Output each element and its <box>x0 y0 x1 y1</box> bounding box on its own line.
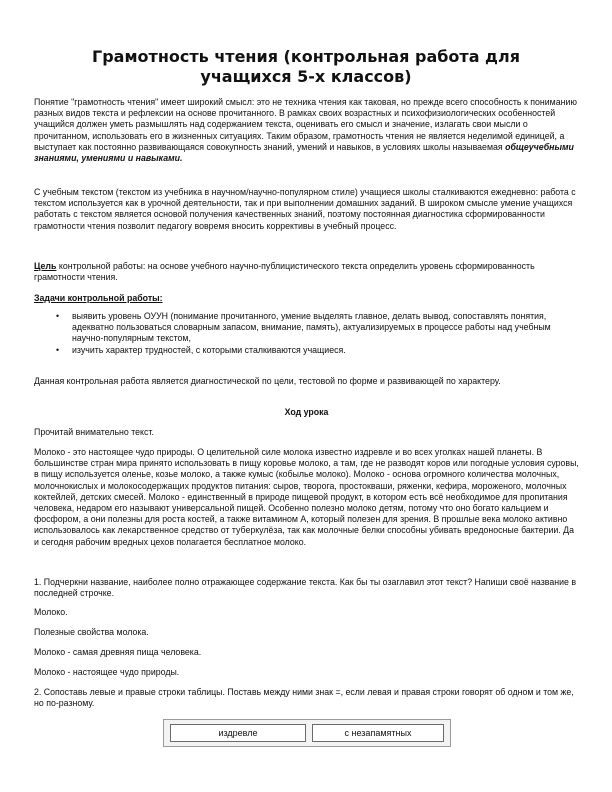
table-cell-right: с незапамятных <box>312 724 444 742</box>
lesson-heading: Ход урока <box>284 407 329 417</box>
matching-table <box>163 719 451 747</box>
question-2: 2. Сопоставь левые и правые строки таблицы. Поставь между ними знак =, если левая и правая строки говорят об одном и том же, но по-разному. <box>34 687 574 709</box>
task-text: выявить уровень ОУУН (понимание прочитанного, умение выделять главное, делать вывод, сопоставлять понятия, адекватно пользоваться словарным запасом, внимание, память), актуализируемых в процессе работы над учебным научно-популярным текстом, <box>72 311 551 344</box>
document-title: Грамотность чтения (контрольная работа для учащихся 5-х классов) <box>92 47 520 86</box>
option-2: Полезные свойства молока. <box>34 627 149 637</box>
intro-paragraph <box>34 97 579 164</box>
tasks-heading: Задачи контрольной работы: <box>34 293 163 303</box>
list-item <box>56 345 576 356</box>
goal-paragraph <box>34 261 579 283</box>
intro-emphasis: общеучебными знаниями, умениями и навыками. <box>34 141 574 164</box>
paragraph-diagnostic: Данная контрольная работа является диагностической по цели, тестовой по форме и развивающей по характеру. <box>34 376 501 386</box>
question-1: 1. Подчеркни название, наиболее полно отражающее содержание текста. Как бы ты озаглавил этот текст? Напиши своё название в последней строчке. <box>34 577 576 599</box>
read-prompt: Прочитай внимательно текст. <box>34 427 154 437</box>
paragraph-textbook: С учебным текстом (текстом из учебника в научном/научно-популярном стиле) учащиеся школы сталкиваются ежедневно: работа с текстом используется как в урочной деятельности, так и при выполнении домашних заданий. В широком смысле умение учащихся работать с текстом является основой получения качественных знаний, поэтому постоянная диагностика сформированности грамотности чтения позволит педагогу вовремя вносить коррективы в учебный процесс. <box>34 187 576 231</box>
intro-text: Понятие "грамотность чтения" имеет широкий смысл: это не техника чтения как таковая, но прежде всего способность к пониманию разных видов текста и рефлексии на основе прочитанного. В рамках своих возрастных и психофизиологических особенностей учащийся должен уметь размышлять над содержанием текста, оценивать его смысл и значение, излагать свои мысли о прочитанном, использовать его в жизненных ситуациях. Таким образом, грамотность чтения не является неделимой единицей, а выступает как постоянно развивающаяся совокупность знаний, умений и навыков, в условиях школы называемая <box>34 97 577 152</box>
goal-text: контрольной работы: на основе учебного научно-публицистического текста определить уровень сформированность грамотности чтения. <box>34 261 535 283</box>
bullet-icon: • <box>56 311 60 321</box>
list-item <box>56 311 576 345</box>
option-3: Молоко - самая древняя пища человека. <box>34 647 202 657</box>
milk-text: Молоко - это настоящее чудо природы. О целительной силе молока известно издревле и во всех уголках нашей планеты. В большинстве стран мира принято использовать в пищу коровье молоко, а там, где не разводят коров или погодные условия суровы, в пищу используется оленье, козье молоко, а также кумыс (кобылье молоко). Молоко - основа огромного количества молочных, молочнокислых и молокосодержащих продуктов питания: сыров, творога, простокваши, ряженки, кефира, мороженого, молочных коктейлей, детских смесей. Молоко - единственный в природе пищевой продукт, в котором есть всё необходимое для пропитания человека, недаром его называют универсальной пищей. Особенно полезно молоко детям, потому что оно богато кальцием и фосфором, а они полезны для роста костей, а также витамином А, который полезен для зрения. В прошлые века молоко активно использовалось как лекарственное средство от туберкулёза, так как молочные белки способны убивать вредоносные бактерии. Да и сегодня рабочим вредных цехов полагается бесплатное молоко. <box>34 447 579 547</box>
option-1: Молоко. <box>34 607 68 617</box>
task-text: изучить характер трудностей, с которыми сталкиваются учащиеся. <box>72 344 346 355</box>
option-4: Молоко - настоящее чудо природы. <box>34 667 180 677</box>
goal-label: Цель <box>34 261 57 271</box>
table-cell-left: издревле <box>170 724 306 742</box>
bullet-icon: • <box>56 344 60 355</box>
tasks-list <box>56 311 576 356</box>
